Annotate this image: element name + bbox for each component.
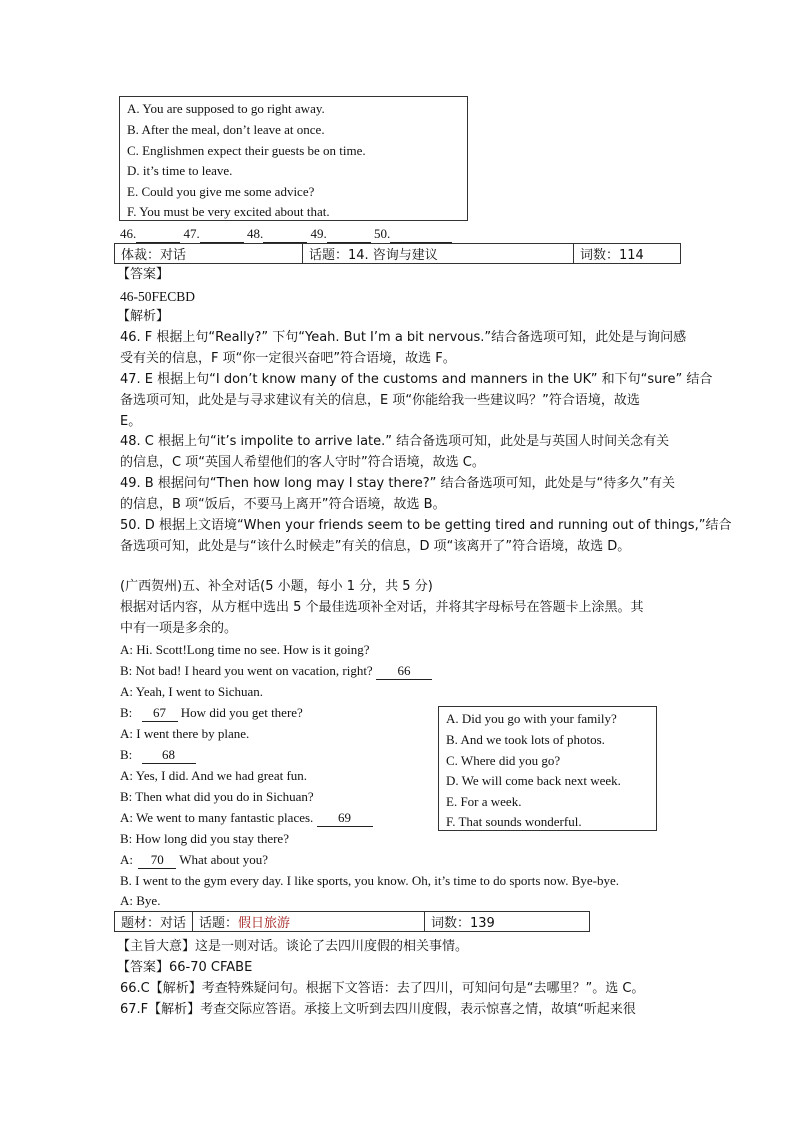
option-f: F. You must be very excited about that. xyxy=(127,204,330,219)
options-box-1 xyxy=(119,96,468,221)
analysis-line: 67.F【解析】考查交际应答语。承接上文听到去四川度假，表示惊喜之情，故填“听起来很 xyxy=(120,1002,636,1017)
option-b: B. After the meal, don’t leave at once. xyxy=(127,122,325,137)
blank-50-label: 50. xyxy=(374,226,391,241)
dialogue-text: B: xyxy=(120,705,136,720)
dialogue-line xyxy=(120,891,160,911)
option-a: A. You are supposed to go right away. xyxy=(127,101,325,116)
option-d: D. We will come back next week. xyxy=(446,773,621,788)
instructions-line-1: 根据对话内容，从方框中选出 5 个最佳选项补全对话，并将其字母标号在答题卡上涂黑。其 xyxy=(120,600,644,615)
main-idea: 【主旨大意】这是一则对话。谈论了去四川度假的相关事情。 xyxy=(117,939,469,954)
analysis-line: E。 xyxy=(120,414,142,429)
dialogue-line xyxy=(120,787,314,807)
options-box-2 xyxy=(438,706,657,831)
blank-46[interactable] xyxy=(136,226,180,243)
analysis-line: 48. C 根据上句“it’s impolite to arrive late.” 结合备选项可知，此处是与英国人时间关念有关 xyxy=(120,434,670,449)
option-e: E. For a week. xyxy=(446,794,522,809)
blank-46-label: 46. xyxy=(120,226,137,241)
analysis-line: 47. E 根据上句“I don’t know many of the customs and manners in the UK” 和下句“sure” 结合 xyxy=(120,372,713,387)
dialogue-line xyxy=(120,871,619,891)
analysis-line: 46. F 根据上句“Really?” 下句“Yeah. But I’m a bit nervous.”结合备选项可知，此处是与询问感 xyxy=(120,330,687,345)
option-e: E. Could you give me some advice? xyxy=(127,184,315,199)
option-f: F. That sounds wonderful. xyxy=(446,814,582,829)
analysis-line: 49. B 根据问句“Then how long may I stay there?” 结合备选项可知，此处是与“待多久”有关 xyxy=(120,476,676,491)
dialogue-text: A: xyxy=(120,852,137,867)
info-table-1 xyxy=(114,243,681,264)
topic-label: 话题： xyxy=(199,916,239,931)
topic-value: 假日旅游 xyxy=(238,916,291,931)
topic-cell: 话题：14. 咨询与建议 xyxy=(303,244,574,264)
option-d: D. it’s time to leave. xyxy=(127,163,233,178)
dialogue-text: A: We went to many fantastic places. xyxy=(120,810,317,825)
dialogue-text: B. I went to the gym every day. I like sports, you know. Oh, it’s time to do sports now. Bye-bye. xyxy=(120,873,619,888)
blank-47-label: 47. xyxy=(183,226,200,241)
dialogue-line xyxy=(120,640,370,660)
info-table-2 xyxy=(114,911,590,932)
dialogue-text: B: How long did you stay there? xyxy=(120,831,289,846)
option-a: A. Did you go with your family? xyxy=(446,711,617,726)
blank-47[interactable] xyxy=(200,226,244,243)
dialogue-text: How did you get there? xyxy=(177,705,303,720)
analysis-line: 50. D 根据上文语境“When your friends seem to be getting tired and running out of things,”结合 xyxy=(120,518,732,533)
analysis-line: 备选项可知，此处是与“该什么时候走”有关的信息，D 项“该离开了”符合语境，故选 D。 xyxy=(120,539,631,554)
dialogue-text: B: Not bad! I heard you went on vacation, right? xyxy=(120,663,376,678)
dialogue-line xyxy=(120,766,307,786)
topic-cell xyxy=(193,912,425,932)
dialogue-line xyxy=(120,724,249,744)
blank-70[interactable]: 70 xyxy=(138,852,176,869)
blank-68[interactable]: 68 xyxy=(142,747,196,764)
dialogue-text: A: Yeah, I went to Sichuan. xyxy=(120,684,263,699)
blank-49-label: 49. xyxy=(310,226,327,241)
blank-49[interactable] xyxy=(327,226,371,243)
analysis-line: 受有关的信息，F 项“你一定很兴奋吧”符合语境，故选 F。 xyxy=(120,351,456,366)
dialogue-line xyxy=(120,703,303,723)
word-count-cell: 词数：139 xyxy=(425,912,590,932)
blank-69[interactable]: 69 xyxy=(317,810,373,827)
option-b: B. And we took lots of photos. xyxy=(446,732,605,747)
answer-text-1: 46-50FECBD xyxy=(120,289,196,304)
dialogue-line xyxy=(120,850,268,870)
option-c: C. Where did you go? xyxy=(446,753,561,768)
blank-48[interactable] xyxy=(263,226,307,243)
dialogue-text: What about you? xyxy=(176,852,269,867)
blank-67[interactable]: 67 xyxy=(142,705,178,722)
dialogue-line xyxy=(120,661,432,681)
genre-cell: 题材：对话 xyxy=(115,912,193,932)
dialogue-line xyxy=(120,682,263,702)
blank-50[interactable] xyxy=(390,226,452,243)
section-heading: (广西贺州)五、补全对话(5 小题，每小 1 分，共 5 分) xyxy=(120,579,433,594)
analysis-line: 备选项可知，此处是与寻求建议有关的信息，E 项“你能给我一些建议吗？”符合语境，故选 xyxy=(120,393,640,408)
blank-48-label: 48. xyxy=(247,226,264,241)
dialogue-text: A: Bye. xyxy=(120,893,161,908)
analysis-line: 的信息，B 项“饭后，不要马上离开”符合语境，故选 B。 xyxy=(120,497,446,512)
dialogue-text: B: Then what did you do in Sichuan? xyxy=(120,789,314,804)
genre-cell: 体裁：对话 xyxy=(115,244,303,264)
blank-66[interactable]: 66 xyxy=(376,663,432,680)
dialogue-line xyxy=(120,745,196,765)
dialogue-text: A: Yes, I did. And we had great fun. xyxy=(120,768,308,783)
dialogue-line xyxy=(120,808,373,828)
answer-blanks-row xyxy=(120,224,452,244)
answer-text-2: 【答案】66-70 CFABE xyxy=(117,960,253,975)
dialogue-text: A: I went there by plane. xyxy=(120,726,250,741)
option-c: C. Englishmen expect their guests be on time. xyxy=(127,143,366,158)
analysis-line: 的信息，C 项“英国人希望他们的客人守时”符合语境，故选 C。 xyxy=(120,455,485,470)
analysis-label-1: 【解析】 xyxy=(117,309,170,324)
analysis-line: 66.C【解析】考查特殊疑问句。根据下文答语：去了四川，可知问句是“去哪里？”。选 C。 xyxy=(120,981,645,996)
answer-label-1: 【答案】 xyxy=(117,267,170,282)
word-count-cell: 词数：114 xyxy=(574,244,681,264)
instructions-line-2: 中有一项是多余的。 xyxy=(120,621,238,636)
dialogue-text: B: xyxy=(120,747,136,762)
dialogue-line xyxy=(120,829,289,849)
dialogue-text: A: Hi. Scott!Long time no see. How is it going? xyxy=(120,642,370,657)
